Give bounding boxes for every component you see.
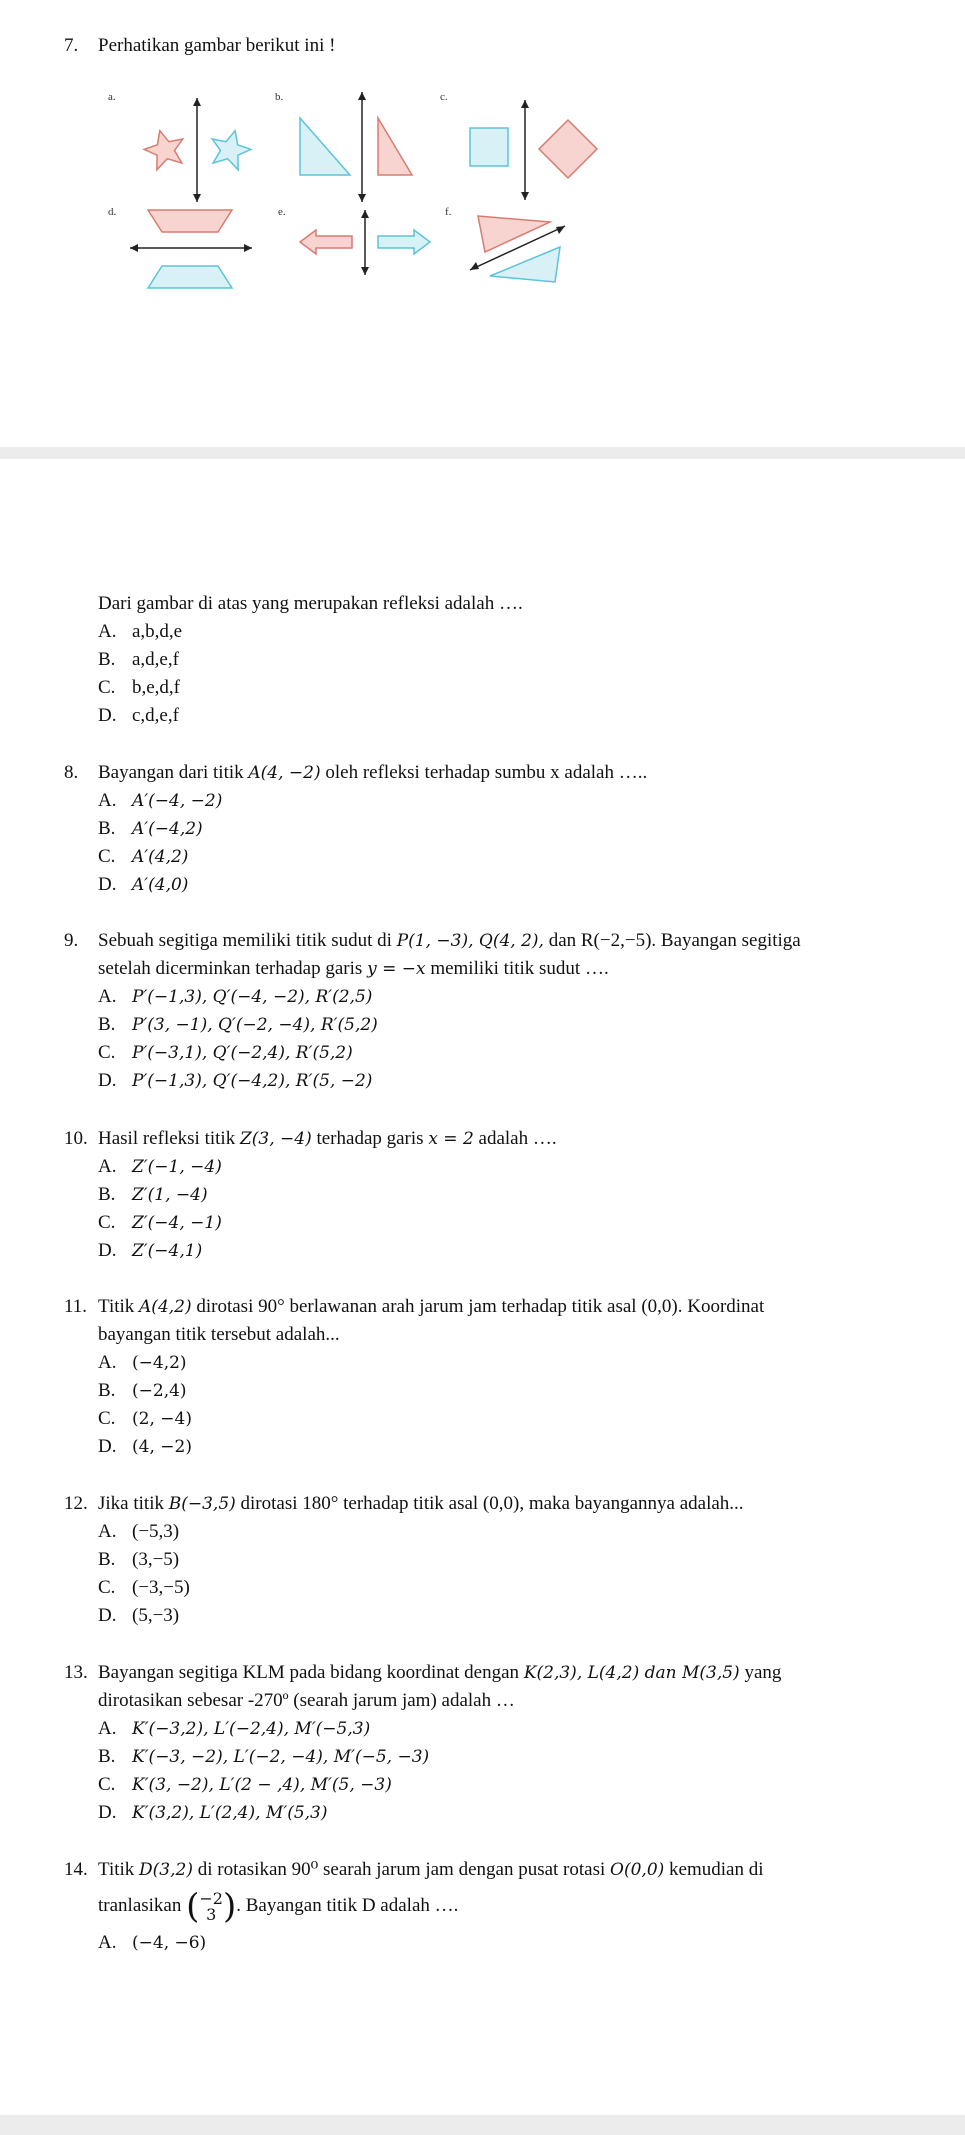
option-text: P′(−3,1), Q′(−2,4), R′(5,2) bbox=[132, 1043, 353, 1063]
figure-c-squares bbox=[470, 100, 597, 200]
option-letter: A. bbox=[98, 1352, 117, 1373]
page-2 bbox=[0, 459, 965, 2115]
question-number: 12. bbox=[64, 1493, 88, 1514]
question-text: dirotasi 90° berlawanan arah jarum jam terhadap titik asal (0,0). Koordinat bbox=[191, 1296, 765, 1317]
option-c[interactable] bbox=[64, 1574, 924, 1602]
option-letter: B. bbox=[98, 649, 116, 670]
question-text: terhadap garis bbox=[311, 1128, 429, 1149]
option-text: A′(−4, −2) bbox=[132, 791, 223, 811]
option-text: (−4,2) bbox=[132, 1353, 187, 1373]
page-1 bbox=[0, 0, 965, 447]
reflection-figure bbox=[60, 70, 660, 310]
option-text: (−3,−5) bbox=[132, 1577, 190, 1598]
option-text: K′(−3,2), L′(−2,4), M′(−5,3) bbox=[132, 1719, 371, 1739]
option-a[interactable] bbox=[64, 1518, 924, 1546]
option-text: (−2,4) bbox=[132, 1381, 187, 1401]
option-letter: A. bbox=[98, 1521, 117, 1542]
option-text: A′(4,0) bbox=[132, 875, 189, 895]
option-a[interactable] bbox=[64, 1349, 924, 1377]
math-expression: A(4,2) bbox=[139, 1297, 192, 1317]
math-expression: x = 2 bbox=[428, 1129, 474, 1149]
question-text: Bayangan dari titik bbox=[98, 762, 249, 783]
option-c[interactable] bbox=[64, 1039, 924, 1067]
option-d[interactable] bbox=[64, 1799, 924, 1827]
option-d[interactable] bbox=[64, 1602, 924, 1630]
math-expression: Z(3, −4) bbox=[239, 1129, 312, 1149]
math-expression: O(0,0) bbox=[610, 1860, 665, 1880]
question-text: memiliki titik sudut …. bbox=[425, 958, 609, 979]
question-7-body bbox=[64, 590, 924, 730]
figure-label-a: a. bbox=[108, 91, 116, 103]
option-letter: B. bbox=[98, 1549, 116, 1570]
option-letter: A. bbox=[98, 790, 117, 811]
question-number: 10. bbox=[64, 1128, 88, 1149]
option-text: A′(−4,2) bbox=[132, 819, 203, 839]
translation-vector bbox=[199, 1888, 223, 1924]
question-text: Titik bbox=[98, 1859, 140, 1880]
question-text: setelah dicerminkan terhadap garis bbox=[98, 958, 368, 979]
page-separator bbox=[0, 2115, 965, 2135]
option-letter: D. bbox=[98, 705, 117, 726]
option-b[interactable] bbox=[64, 815, 924, 843]
figure-f-triangles bbox=[470, 216, 565, 282]
vector-bottom: 3 bbox=[206, 1904, 217, 1924]
figure-label-c: c. bbox=[440, 91, 448, 103]
option-text: Z′(−4,1) bbox=[132, 1241, 203, 1261]
figure-e-arrows bbox=[300, 210, 430, 275]
option-letter: B. bbox=[98, 1014, 116, 1035]
option-letter: C. bbox=[98, 846, 116, 867]
question-12 bbox=[64, 1490, 924, 1630]
options-list bbox=[64, 1518, 924, 1630]
option-text: K′(3, −2), L′(2 − ,4), M′(5, −3) bbox=[132, 1775, 392, 1795]
figure-label-d: d. bbox=[108, 206, 117, 218]
option-c[interactable] bbox=[64, 1771, 924, 1799]
options-list bbox=[64, 1715, 924, 1827]
question-text: Sebuah segitiga memiliki titik sudut di bbox=[98, 930, 397, 951]
option-text: P′(−1,3), Q′(−4,2), R′(5, −2) bbox=[132, 1071, 373, 1091]
option-letter: D. bbox=[98, 1802, 117, 1823]
question-text: Bayangan segitiga KLM pada bidang koordinat dengan bbox=[98, 1662, 524, 1683]
figure-b-triangles bbox=[300, 92, 412, 202]
option-letter: A. bbox=[98, 621, 117, 642]
question-number: 8. bbox=[64, 762, 79, 783]
option-a[interactable] bbox=[64, 1929, 924, 1957]
question-text: adalah …. bbox=[473, 1128, 557, 1149]
option-letter: B. bbox=[98, 1184, 116, 1205]
option-letter: D. bbox=[98, 1240, 117, 1261]
figure-a-stars bbox=[141, 98, 255, 202]
question-text: di rotasikan 90⁰ searah jarum jam dengan pusat rotasi bbox=[192, 1859, 611, 1880]
question-text: Hasil refleksi titik bbox=[98, 1128, 240, 1149]
option-text: K′(−3, −2), L′(−2, −4), M′(−5, −3) bbox=[132, 1747, 430, 1767]
question-number: 7. bbox=[64, 35, 79, 56]
option-d[interactable] bbox=[64, 871, 924, 899]
question-text: oleh refleksi terhadap sumbu x adalah ….. bbox=[320, 762, 648, 783]
option-a[interactable] bbox=[64, 618, 924, 646]
option-text: P′(3, −1), Q′(−2, −4), R′(5,2) bbox=[132, 1015, 378, 1035]
option-letter: A. bbox=[98, 1931, 117, 1953]
math-expression: D(3,2) bbox=[139, 1860, 193, 1880]
option-letter: D. bbox=[98, 1436, 117, 1457]
option-text: Z′(−4, −1) bbox=[132, 1213, 222, 1233]
option-letter: B. bbox=[98, 1380, 116, 1401]
question-text: Titik bbox=[98, 1296, 140, 1317]
options-list bbox=[64, 1153, 924, 1265]
vector-paren-close: ) bbox=[222, 1886, 237, 1927]
question-text: tranlasikan bbox=[98, 1895, 187, 1916]
option-b[interactable] bbox=[64, 646, 924, 674]
question-text: yang bbox=[739, 1662, 782, 1683]
option-text: a,b,d,e bbox=[132, 621, 183, 642]
option-b[interactable] bbox=[64, 1546, 924, 1574]
figure-label-f: f. bbox=[445, 206, 452, 218]
question-text: . Bayangan titik D adalah …. bbox=[236, 1895, 459, 1916]
math-expression: y = −x bbox=[367, 959, 426, 979]
option-text: Z′(1, −4) bbox=[132, 1185, 208, 1205]
option-letter: B. bbox=[98, 818, 116, 839]
options-list bbox=[64, 1349, 924, 1461]
option-text: P′(−1,3), Q′(−4, −2), R′(2,5) bbox=[132, 987, 373, 1007]
option-b[interactable] bbox=[64, 1181, 924, 1209]
math-expression: K(2,3), L(4,2) dan M(3,5) bbox=[523, 1663, 740, 1683]
page-separator bbox=[0, 447, 965, 459]
figure-d-trapezoids bbox=[130, 210, 252, 288]
option-text: (−5,3) bbox=[132, 1521, 180, 1542]
question-text: Jika titik bbox=[98, 1493, 169, 1514]
option-letter: D. bbox=[98, 1070, 117, 1091]
option-text: a,d,e,f bbox=[132, 649, 179, 670]
option-letter: C. bbox=[98, 1212, 116, 1233]
math-expression: B(−3,5) bbox=[168, 1494, 236, 1514]
option-d[interactable] bbox=[64, 1237, 924, 1265]
question-number: 9. bbox=[64, 930, 79, 951]
question-text: kemudian di bbox=[664, 1859, 764, 1880]
option-text: A′(4,2) bbox=[132, 847, 189, 867]
question-9 bbox=[64, 927, 924, 1095]
figure-label-b: b. bbox=[275, 91, 284, 103]
question-13 bbox=[64, 1659, 924, 1827]
option-letter: A. bbox=[98, 1718, 117, 1739]
math-expression: P(1, −3), Q(4, 2), bbox=[396, 931, 544, 951]
option-b[interactable] bbox=[64, 1377, 924, 1405]
option-a[interactable] bbox=[64, 983, 924, 1011]
option-a[interactable] bbox=[64, 1153, 924, 1181]
vector-top: −2 bbox=[199, 1888, 223, 1908]
option-letter: C. bbox=[98, 1577, 116, 1598]
question-number: 13. bbox=[64, 1662, 88, 1683]
option-d[interactable] bbox=[64, 1433, 924, 1461]
option-c[interactable] bbox=[64, 674, 924, 702]
option-c[interactable] bbox=[64, 1405, 924, 1433]
option-c[interactable] bbox=[64, 843, 924, 871]
options-list bbox=[64, 1929, 924, 1957]
question-14 bbox=[64, 1856, 924, 1957]
option-text: K′(3,2), L′(2,4), M′(5,3) bbox=[132, 1803, 328, 1823]
question-text: Dari gambar di atas yang merupakan refleksi adalah …. bbox=[98, 593, 523, 614]
option-letter: C. bbox=[98, 1774, 116, 1795]
option-letter: B. bbox=[98, 1746, 116, 1767]
option-text: Z′(−1, −4) bbox=[132, 1157, 222, 1177]
option-letter: D. bbox=[98, 874, 117, 895]
options-list bbox=[64, 618, 924, 730]
option-b[interactable] bbox=[64, 1743, 924, 1771]
question-11 bbox=[64, 1293, 924, 1461]
option-text: (2, −4) bbox=[132, 1409, 192, 1429]
question-text: Perhatikan gambar berikut ini ! bbox=[98, 35, 336, 56]
question-text: bayangan titik tersebut adalah... bbox=[98, 1324, 340, 1345]
options-list bbox=[64, 787, 924, 899]
option-letter: A. bbox=[98, 1156, 117, 1177]
option-a[interactable] bbox=[64, 787, 924, 815]
question-8 bbox=[64, 759, 924, 899]
math-expression: A(4, −2) bbox=[248, 763, 321, 783]
option-letter: C. bbox=[98, 677, 116, 698]
question-10 bbox=[64, 1125, 924, 1265]
option-a[interactable] bbox=[64, 1715, 924, 1743]
option-text: c,d,e,f bbox=[132, 705, 179, 726]
option-letter: D. bbox=[98, 1605, 117, 1626]
option-d[interactable] bbox=[64, 702, 924, 730]
option-letter: A. bbox=[98, 986, 117, 1007]
question-number: 14. bbox=[64, 1859, 88, 1880]
vector-paren-open: ( bbox=[186, 1886, 200, 1927]
option-text: (−4, −6) bbox=[132, 1932, 207, 1953]
question-text: dirotasi 180° terhadap titik asal (0,0), maka bayangannya adalah... bbox=[235, 1493, 744, 1514]
figure-label-e: e. bbox=[278, 206, 286, 218]
question-text: dirotasikan sebesar -270º (searah jarum jam) adalah … bbox=[98, 1690, 515, 1711]
option-c[interactable] bbox=[64, 1209, 924, 1237]
option-d[interactable] bbox=[64, 1067, 924, 1095]
question-number: 11. bbox=[64, 1296, 88, 1317]
option-letter: C. bbox=[98, 1408, 116, 1429]
option-text: (5,−3) bbox=[132, 1605, 180, 1626]
options-list bbox=[64, 983, 924, 1095]
option-text: (3,−5) bbox=[132, 1549, 180, 1570]
option-text: b,e,d,f bbox=[132, 677, 181, 698]
question-text: dan R(−2,−5). Bayangan segitiga bbox=[543, 930, 801, 951]
option-b[interactable] bbox=[64, 1011, 924, 1039]
option-letter: C. bbox=[98, 1042, 116, 1063]
option-text: (4, −2) bbox=[132, 1437, 192, 1457]
question-7-header bbox=[64, 32, 924, 60]
